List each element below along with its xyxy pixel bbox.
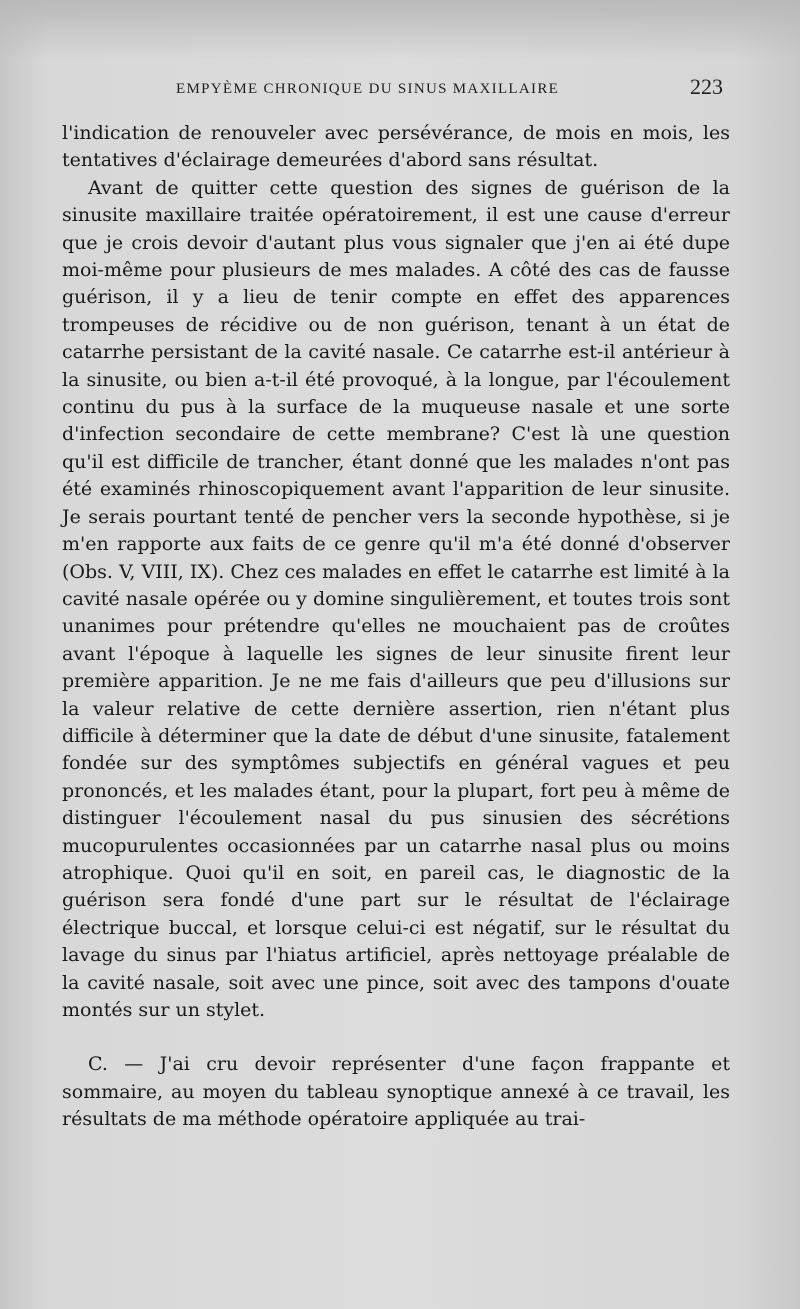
paragraph-section-c: C. — J'ai cru devoir représenter d'une façon frappante et sommaire, au moyen du tableau synoptique annexé à ce travail, les résultats de ma méthode opératoire appliquée au trai- [62, 1053, 730, 1131]
paragraph-catarrhe: Avant de quitter cette question des signes de guérison de la sinusite maxillaire traitée opératoirement, il est une cause d'erreur que je crois devoir d'autant plus vous signaler que j'en ai été dupe moi-même pour plusieurs de mes malades. A côté des cas de fausse guérison, il y a lieu de tenir compte en effet des apparences trompeuses de récidive ou de non guérison, tenant à un état de catarrhe persistant de la cavité nasale. Ce catarrhe est-il antérieur à la sinusite, ou bien a-t-il été provoqué, à la longue, par l'écoulement continu du pus à la surface de la muqueuse nasale et une sorte d'infection secondaire de cette membrane? C'est là une question qu'il est difficile de trancher, étant donné que les malades n'ont pas été examinés rhinoscopiquement avant l'apparition de leur sinusite. Je serais pourtant tenté de pencher vers la seconde hypothèse, si je m'en rapporte aux faits de ce genre qu'il m'a été donné d'observer (Obs. V, VIII, IX). Chez ces malades en effet le catarrhe est limité à la cavité nasale opérée ou y domine singulièrement, et toutes trois sont unanimes pour prétendre qu'elles ne mouchaient pas de croûtes avant l'époque à laquelle les signes de leur sinusite firent leur première apparition. Je ne me fais d'ailleurs que peu d'illusions sur la valeur relative de cette dernière assertion, rien n'étant plus difficile à déterminer que la date de début d'une sinusite, fatalement fondée sur des symptômes subjectifs en général vagues et peu prononcés, et les malades étant, pour la plupart, fort peu à même de distinguer l'écoulement nasal du pus sinusien des sécrétions mucopurulentes occasionnées par un catarrhe nasal plus ou moins atrophique. Quoi qu'il en soit, en pareil cas, le diagnostic de la guérison sera fondé d'une part sur le résultat de l'éclairage électrique buccal, et lorsque celui-ci est négatif, sur le résultat du lavage du sinus par l'hiatus artificiel, après nettoyage préalable de la cavité nasale, soit avec une pince, soit avec des tampons d'ouate montés sur un stylet. [62, 176, 730, 1021]
paragraph-continuation: l'indication de renouveler avec persévérance, de mois en mois, les tentatives d'éclairage demeurées d'abord sans résultat. [62, 122, 730, 172]
body-text [62, 120, 730, 1134]
running-title: EMPYÈME CHRONIQUE DU SINUS MAXILLAIRE [176, 81, 560, 97]
page-number: 223 [690, 74, 723, 99]
